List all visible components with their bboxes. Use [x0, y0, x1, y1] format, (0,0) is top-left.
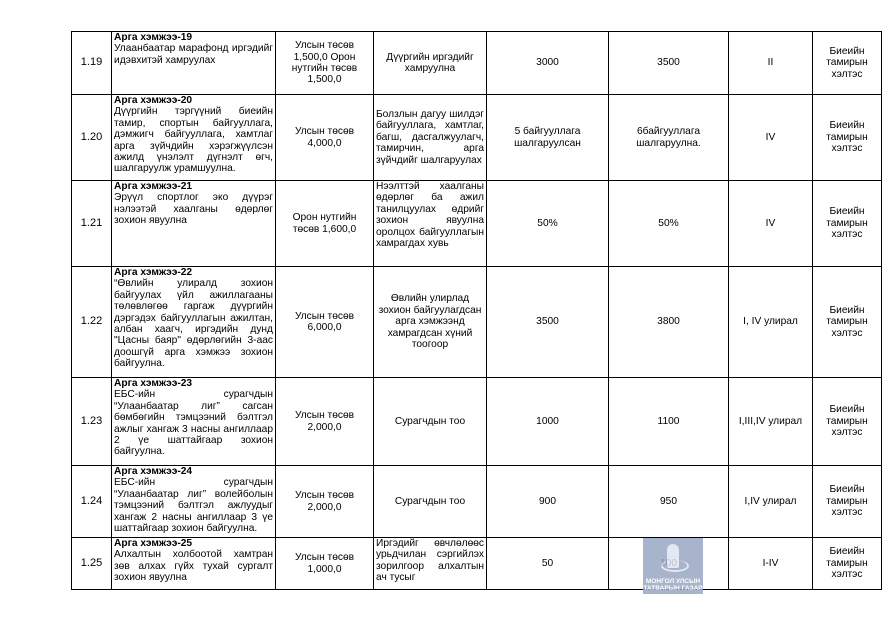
baseline-cell: 900 — [487, 466, 609, 538]
row-number: 1.23 — [72, 378, 112, 466]
target-cell: 50% — [609, 181, 729, 267]
indicator-text: Иргэдийг өвчлөлөөс урьдчилан сэргийлэх зорилгоор алхалтын ач тусыг — [376, 538, 484, 584]
target-cell: 950 — [609, 466, 729, 538]
indicator-cell — [374, 95, 487, 181]
target-cell: 3500 — [609, 32, 729, 95]
period-cell: I,III,IV улирал — [729, 378, 813, 466]
action-title: Арга хэмжээ-20 — [114, 95, 193, 106]
baseline-cell: 3500 — [487, 267, 609, 378]
action-title: Арга хэмжээ-24 — [114, 466, 193, 477]
period-cell: II — [729, 32, 813, 95]
emblem-base — [661, 560, 689, 572]
action-cell — [112, 95, 276, 181]
period-cell: I,IV улирал — [729, 466, 813, 538]
period-cell: IV — [729, 181, 813, 267]
responsible-cell: Биеийн тамирын хэлтэс — [813, 378, 882, 466]
baseline-cell: 3000 — [487, 32, 609, 95]
action-text: Алхалтын холбоотой хамтран зөв алхах гүйх тухай сургалт зохион явуулна — [114, 549, 273, 584]
action-text: ЕБС-ийн сурагчдын “Улаанбаатар лиг” сагсан бөмбөгийн тэмцээний бэлтгэл ажлыг хангаж 3 насны ангиллаар 2 үе шаттайгаар зохион байгуулна. — [114, 389, 273, 458]
row-number: 1.20 — [72, 95, 112, 181]
target-cell: 6байгууллага шалгаруулна. — [609, 95, 729, 181]
watermark-line1: МОНГОЛ УЛСЫН — [645, 578, 701, 585]
indicator-cell — [374, 466, 487, 538]
action-cell — [112, 32, 276, 95]
indicator-cell — [374, 32, 487, 95]
row-number: 1.24 — [72, 466, 112, 538]
indicator-text: Нээлттэй хаалганы өдөрлөг ба ажил танилцуулах өдрийг зохион явуулна оролцох байгууллагын хамрагдах хувь — [376, 181, 484, 250]
responsible-cell: Биеийн тамирын хэлтэс — [813, 95, 882, 181]
row-number: 1.21 — [72, 181, 112, 267]
baseline-cell: 50 — [487, 538, 609, 590]
responsible-cell: Биеийн тамирын хэлтэс — [813, 267, 882, 378]
table-row — [72, 32, 882, 95]
funding-cell: Улсын төсөв 1,000,0 — [276, 538, 374, 590]
baseline-cell: 50% — [487, 181, 609, 267]
indicator-cell — [374, 378, 487, 466]
baseline-cell: 1000 — [487, 378, 609, 466]
indicator-text: Сурагчдын тоо — [394, 415, 466, 427]
action-title: Арга хэмжээ-21 — [114, 181, 193, 192]
period-cell: I, IV улирал — [729, 267, 813, 378]
action-text: “Өвлийн улиралд зохион байгуулах үйл ажиллагааны төлөвлөгөө гаргаж дүүргийн дэргэдэх байгууллагын ажилтан, албан хаагч, иргэдийн дунд "Цасны баяр" өдөрлөгийн 3-аас доошгүй арга хэмжээ зохион байгуулна. — [114, 278, 273, 370]
indicator-cell — [374, 267, 487, 378]
target-cell: 1100 — [609, 378, 729, 466]
watermark-line2: ТАТВАРЫН ГАЗАР — [643, 585, 703, 592]
action-cell — [112, 538, 276, 590]
table-row — [72, 466, 882, 538]
row-number: 1.22 — [72, 267, 112, 378]
action-title: Арга хэмжээ-19 — [114, 32, 193, 43]
funding-cell: Улсын төсөв 4,000,0 — [276, 95, 374, 181]
funding-cell: Орон нутгийн төсөв 1,600,0 — [276, 181, 374, 267]
indicator-cell — [374, 181, 487, 267]
row-number: 1.19 — [72, 32, 112, 95]
action-cell — [112, 466, 276, 538]
responsible-cell: Биеийн тамирын хэлтэс — [813, 538, 882, 590]
indicator-text: Өвлийн улирлад зохион байгуулагдсан арга хэмжээнд хамрагдсан хүний тоогоор — [378, 293, 482, 351]
funding-cell: Улсын төсөв 2,000,0 — [276, 466, 374, 538]
responsible-cell: Биеийн тамирын хэлтэс — [813, 466, 882, 538]
action-title: Арга хэмжээ-23 — [114, 378, 193, 389]
action-text: Улаанбаатар марафонд иргэдийг идэвхитэй хамруулах — [114, 43, 273, 66]
action-text: ЕБС-ийн сурагчдын “Улаанбаатар лиг” волейболын тэмцээний бэлтгэл ажлуудыг хангаж 2 насны ангиллаар 3 үе шаттайгаар зохион байгуулна. — [114, 477, 273, 535]
action-text: Эрүүл спортлог эко дүүрэг нэлээтэй хаалганы өдөрлөг зохион явуулна — [114, 192, 273, 227]
plan-table — [71, 31, 882, 590]
table-row — [72, 538, 882, 590]
period-cell: IV — [729, 95, 813, 181]
indicator-text: Дүүргийн иргэдийг хамруулна — [386, 51, 474, 74]
action-text: Дүүргийн тэргүүний биеийн тамир, спортын байгууллага, дэмжигч байгууллага, хамтлаг арга зүйчдийн хэрэгжүүлсэн ажилд үнэлэлт дүгнэлт өгч, шалгаруулж урамшуулна. — [114, 106, 273, 175]
action-title: Арга хэмжээ-25 — [114, 538, 193, 549]
action-title: Арга хэмжээ-22 — [114, 267, 193, 278]
responsible-cell: Биеийн тамирын хэлтэс — [813, 32, 882, 95]
funding-cell: Улсын төсөв 2,000,0 — [276, 378, 374, 466]
funding-cell: Улсын төсөв 6,000,0 — [276, 267, 374, 378]
action-cell — [112, 181, 276, 267]
indicator-cell — [374, 538, 487, 590]
target-cell: 3800 — [609, 267, 729, 378]
indicator-text: Болзлын дагуу шилдэг байгууллага, хамтлаг, багш, дасгалжуулагч, тамирчин, арга зүйчдийг шалгаруулах — [376, 108, 484, 166]
responsible-cell: Биеийн тамирын хэлтэс — [813, 181, 882, 267]
table-row — [72, 267, 882, 378]
table-row — [72, 95, 882, 181]
baseline-cell: 5 байгууллага шалгаруулсан — [487, 95, 609, 181]
table-row — [72, 378, 882, 466]
watermark-logo — [643, 538, 703, 594]
action-cell — [112, 267, 276, 378]
row-number: 1.25 — [72, 538, 112, 590]
period-cell: I-IV — [729, 538, 813, 590]
indicator-text: Сурагчдын тоо — [394, 495, 466, 507]
table-row — [72, 181, 882, 267]
action-cell — [112, 378, 276, 466]
funding-cell: Улсын төсөв 1,500,0 Орон нутгийн төсөв 1,500,0 — [276, 32, 374, 95]
